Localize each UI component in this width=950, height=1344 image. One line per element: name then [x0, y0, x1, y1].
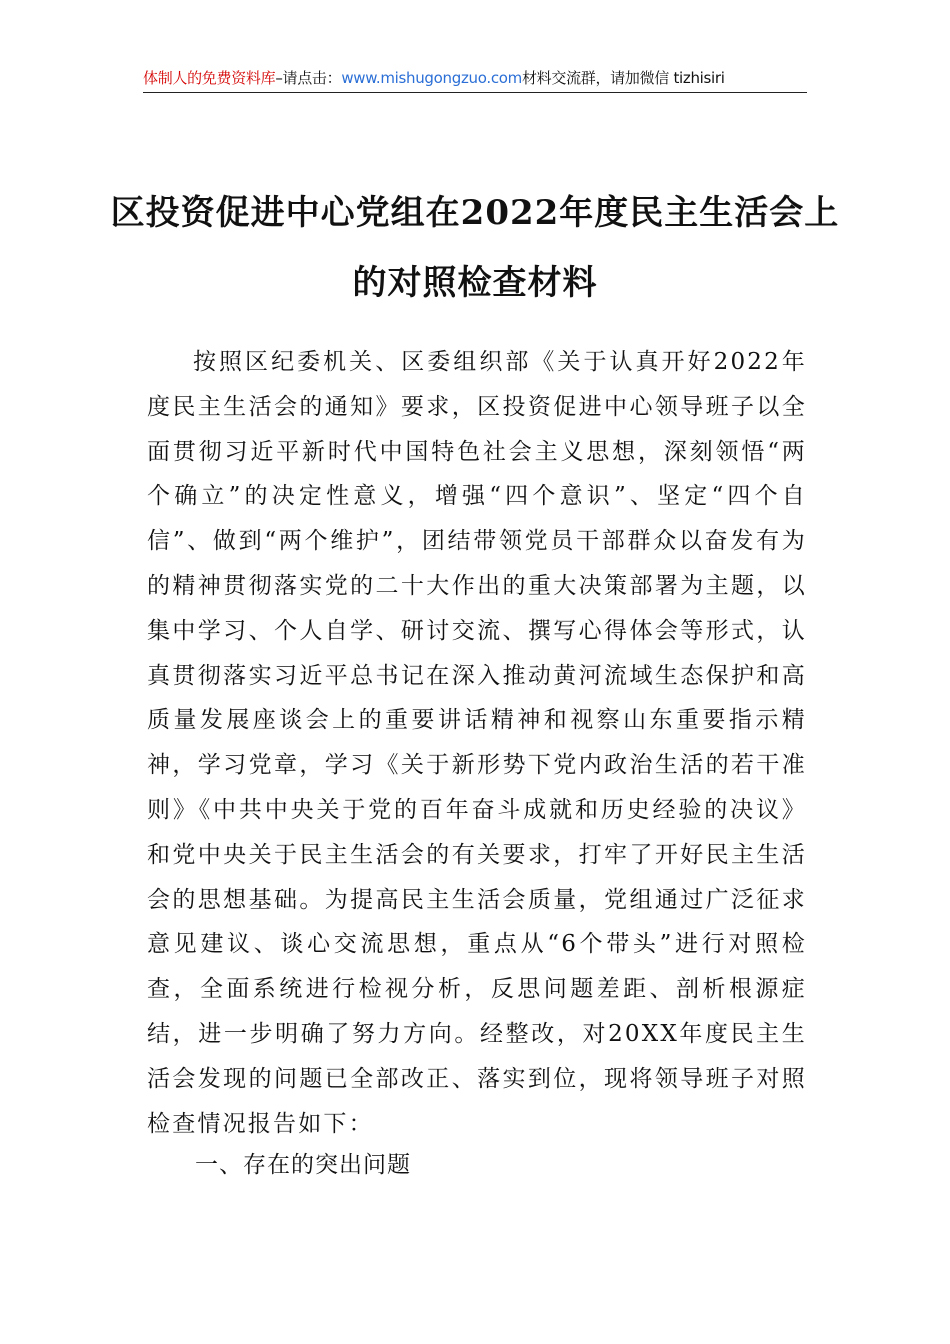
document-body	[147, 340, 807, 1146]
header-contact: 材料交流群，请加微信 tizhisiri	[521, 69, 725, 87]
header-url-link[interactable]: www.mishugongzuo.com	[341, 69, 522, 87]
header-prompt: –请点击：	[275, 69, 342, 87]
header-brand: 体制人的免费资料库	[143, 69, 276, 87]
intro-paragraph: 按照区纪委机关、区委组织部《关于认真开好2022年度民主生活会的通知》要求，区投资促进中心领导班子以全面贯彻习近平新时代中国特色社会主义思想，深刻领悟“两个确立”的决定性意义，增强“四个意识”、坚定“四个自信”、做到“两个维护”，团结带领党员干部群众以奋发有为的精神贯彻落实党的二十大作出的重大决策部署为主题，以集中学习、个人自学、研讨交流、撰写心得体会等形式，认真贯彻落实习近平总书记在深入推动黄河流域生态保护和高质量发展座谈会上的重要讲话精神和视察山东重要指示精神，学习党章，学习《关于新形势下党内政治生活的若干准则》《中共中央关于党的百年奋斗成就和历史经验的决议》和党中央关于民主生活会的有关要求，打牢了开好民主生活会的思想基础。为提高民主生活会质量，党组通过广泛征求意见建议、谈心交流思想，重点从“6个带头”进行对照检查，全面系统进行检视分析，反思问题差距、剖析根源症结，进一步明确了努力方向。经整改，对20XX年度民主生活会发现的问题已全部改正、落实到位，现将领导班子对照检查情况报告如下：	[147, 349, 807, 1137]
section-heading: 一、存在的突出问题	[195, 1152, 411, 1178]
document-title: 区投资促进中心党组在2022年度民主生活会上的对照检查材料	[110, 193, 840, 303]
page-header	[143, 68, 807, 93]
